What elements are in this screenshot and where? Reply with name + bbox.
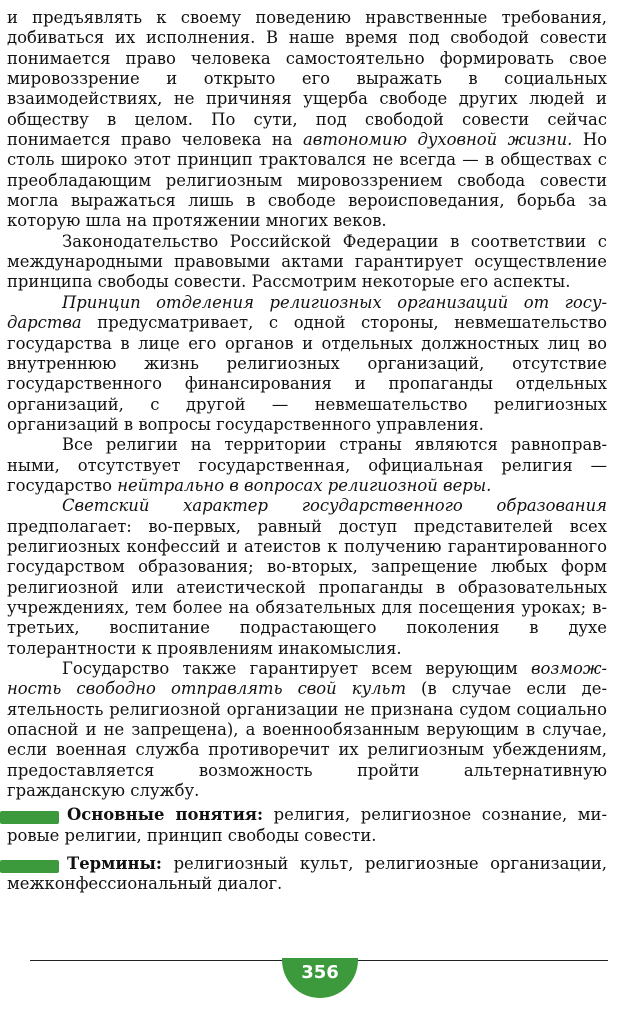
terms-marker (0, 860, 59, 873)
paragraph-5-text: предполагает: во-первых, равный доступ представителей всех религиозных конфессий и атеистов к получению гарантированного государством образования; во-вторых, запрещение любых форм религиозной или атеистической пропаганды в образовательных учреждениях, тем более на обязательных для посещения уроках; в-третьих, воспитание подрастающего поколения в духе толерантности к проявлениям инакомыслия. (7, 516, 607, 658)
paragraph-3-text: предусматривает, с одной стороны, невмешательство государства в лице его органов и отдельных должностных лиц во внутреннюю жизнь религиозных организаций, отсутствие государственного финансирования и пропаганды отдельных организаций, с другой — невмешательство религиозных организаций в вопросы государственного управления. (7, 313, 607, 434)
paragraph-6 (7, 659, 607, 801)
paragraph-6-text-a: Государство также гарантирует всем верующим (62, 659, 532, 678)
paragraph-1-text-b: Но столь широко этот принцип трактовался не всегда — в обществах с преобладающим религиозным мировоззрением свобода совести могла выражаться лишь в свободе вероисповедания, борьба за которую шла на протяжении многих веков. (7, 130, 607, 231)
paragraph-4-text: Все религии на территории страны являются равноправными, отсутствует государственная, официальная религия — государство (7, 435, 607, 495)
key-concepts-marker (0, 811, 59, 824)
paragraph-5 (7, 496, 607, 659)
paragraph-1-text-a: и предъявлять к своему поведению нравственные требования, добиваться их исполнения. В наше время под свободой совести понимается право человека самостоятельно формировать свое мировоззрение и открыто его выражать в социальных взаимодействиях, не причиняя ущерба свободе других людей и обществу в целом. По сути, под свободой совести сейчас понимается право человека на (7, 8, 607, 150)
page-number: 356 (301, 962, 339, 983)
paragraph-6-emphasis: возможность свободно отправлять свой культ (7, 659, 607, 699)
terms-label: Термины: (67, 854, 162, 874)
key-concepts-text: религия, религиозное сознание, мировые религии, принцип свободы совести. (7, 805, 607, 845)
paragraph-3 (7, 293, 607, 435)
paragraph-6-text-b: (в случае если деятельность религиозной организации не признана судом социально опасной и не запрещена), а военнообязанным верующим в случае, если военная служба противоречит их религиозным убеждениям, предоставляется возможность пройти альтернативную гражданскую службу. (7, 679, 607, 801)
terms (7, 854, 607, 895)
paragraph-3-emphasis: Принцип отделения религиозных организаций от государства (7, 292, 607, 333)
key-concepts-label: Основные понятия: (67, 805, 264, 825)
paragraph-2: Законодательство Российской Федерации в соответствии с международными правовыми актами гарантирует осуществление принципа свободы совести. Рассмотрим некоторые его аспекты. (7, 231, 607, 292)
paragraph-1 (7, 8, 607, 232)
terms-text: религиозный культ, религиозные организации, межконфессиональный диалог. (7, 854, 607, 894)
paragraph-4-emphasis: нейтрально в вопросах религиозной веры. (117, 475, 492, 495)
page-body (7, 8, 607, 895)
paragraph-5-emphasis: Светский характер государственного образования (62, 496, 607, 516)
paragraph-1-emphasis: автономию духовной жизни. (303, 130, 573, 150)
paragraph-4 (7, 435, 607, 496)
key-concepts (7, 805, 607, 846)
